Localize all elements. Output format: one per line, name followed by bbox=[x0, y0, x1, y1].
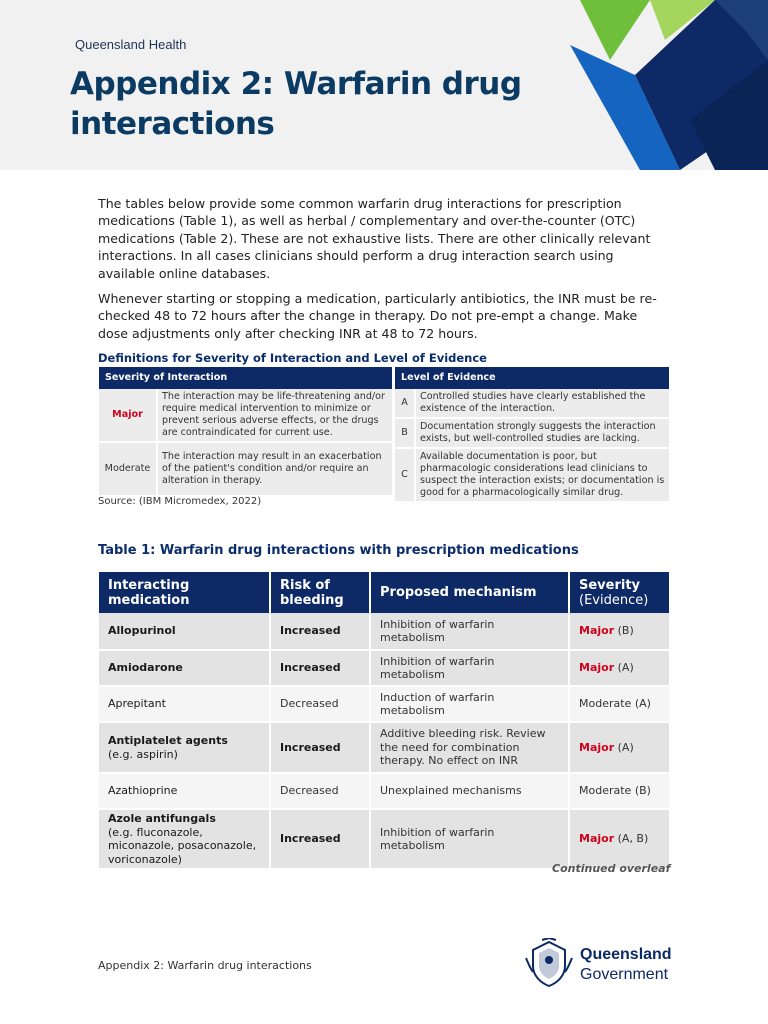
evidence-value: (A) bbox=[634, 697, 651, 711]
evidence-description: Controlled studies have clearly established the existence of the interaction. bbox=[415, 389, 669, 418]
queensland-government-logo bbox=[524, 938, 684, 990]
evidence-value: (B) bbox=[634, 784, 651, 798]
logo-government: Government bbox=[580, 966, 669, 983]
evidence-value: (A, B) bbox=[617, 832, 649, 846]
intro-paragraph-2: Whenever starting or stopping a medication, particularly antibiotics, the INR must be re-checked 48 to 72 hours after the change in therapy. Do not pre-empt a change. Make dose adjustments only after checking INR at 48 to 72 hours. bbox=[98, 291, 657, 341]
severity-value: Major bbox=[579, 661, 615, 675]
evidence-row bbox=[395, 448, 669, 502]
severity-cell bbox=[569, 650, 669, 686]
medication-cell: Aprepitant bbox=[99, 686, 270, 722]
continued-note: Continued overleaf bbox=[552, 862, 671, 875]
mechanism-cell: Inhibition of warfarin metabolism bbox=[370, 809, 569, 869]
organisation-name: Queensland Health bbox=[75, 37, 187, 52]
header-evidence-label: (Evidence) bbox=[579, 592, 649, 608]
risk-cell: Increased bbox=[270, 722, 370, 773]
severity-value: Moderate bbox=[579, 697, 632, 711]
mechanism-cell: Additive bleeding risk. Review the need for combination therapy. No effect on INR bbox=[370, 722, 569, 773]
logo-queensland: Queensland bbox=[580, 946, 672, 963]
severity-label: Moderate bbox=[99, 442, 157, 496]
table1-title: Table 1: Warfarin drug interactions with prescription medications bbox=[98, 543, 579, 558]
mechanism-cell: Inhibition of warfarin metabolism bbox=[370, 613, 569, 650]
mechanism-cell: Unexplained mechanisms bbox=[370, 773, 569, 809]
severity-cell bbox=[569, 613, 669, 650]
evidence-label: B bbox=[395, 418, 415, 448]
header-risk: Risk of bleeding bbox=[270, 572, 370, 613]
footer-text: Appendix 2: Warfarin drug interactions bbox=[98, 959, 312, 972]
medication-name: Azole antifungals bbox=[108, 812, 216, 825]
risk-cell: Decreased bbox=[270, 686, 370, 722]
header-severity bbox=[569, 572, 669, 613]
table-row bbox=[99, 650, 669, 686]
medication-cell: Azathioprine bbox=[99, 773, 270, 809]
interactions-table bbox=[99, 572, 669, 870]
evidence-row bbox=[395, 389, 669, 418]
risk-cell: Increased bbox=[270, 809, 370, 869]
introduction bbox=[98, 195, 670, 342]
source-citation: Source: (IBM Micromedex, 2022) bbox=[98, 496, 262, 507]
severity-cell bbox=[569, 809, 669, 869]
risk-cell: Increased bbox=[270, 650, 370, 686]
medication-cell: Allopurinol bbox=[99, 613, 270, 650]
evidence-label: A bbox=[395, 389, 415, 418]
risk-cell: Decreased bbox=[270, 773, 370, 809]
page-title: Appendix 2: Warfarin drug interactions bbox=[70, 66, 522, 142]
severity-value: Major bbox=[579, 832, 615, 846]
table-row bbox=[99, 686, 669, 722]
evidence-description: Documentation strongly suggests the interaction exists, but well-controlled studies are lacking. bbox=[415, 418, 669, 448]
evidence-description: Available documentation is poor, but pharmacologic considerations lead clinicians to suspect the interaction exists; or documentation is good for a pharmacologically similar drug. bbox=[415, 448, 669, 502]
medication-name: Antiplatelet agents bbox=[108, 734, 228, 747]
table-row bbox=[99, 722, 669, 773]
medication-cell: Amiodarone bbox=[99, 650, 270, 686]
severity-header: Severity of Interaction bbox=[99, 367, 392, 389]
severity-row bbox=[99, 442, 392, 496]
mechanism-cell: Inhibition of warfarin metabolism bbox=[370, 650, 569, 686]
evidence-value: (A) bbox=[617, 740, 634, 754]
severity-cell bbox=[569, 722, 669, 773]
severity-description: The interaction may result in an exacerbation of the patient's condition and/or require an alteration in therapy. bbox=[157, 442, 392, 496]
table-row bbox=[99, 809, 669, 869]
header-severity-label: Severity bbox=[579, 577, 641, 593]
medication-example: (e.g. fluconazole, miconazole, posaconazole, voriconazole) bbox=[108, 825, 257, 866]
evidence-header: Level of Evidence bbox=[395, 367, 669, 389]
crest-icon bbox=[524, 938, 574, 990]
severity-table bbox=[99, 367, 392, 497]
decorative-corner-graphic bbox=[540, 0, 768, 170]
severity-value: Moderate bbox=[579, 784, 632, 798]
evidence-value: (A) bbox=[617, 661, 634, 675]
medication-cell bbox=[99, 809, 270, 869]
header-medication: Interacting medication bbox=[99, 572, 270, 613]
evidence-value: (B) bbox=[617, 624, 634, 638]
evidence-table bbox=[395, 367, 669, 503]
evidence-row bbox=[395, 418, 669, 448]
medication-example: (e.g. aspirin) bbox=[108, 747, 178, 761]
table-header-row bbox=[99, 572, 669, 613]
evidence-label: C bbox=[395, 448, 415, 502]
intro-paragraph-1: The tables below provide some common warfarin drug interactions for prescription medications (Table 1), as well as herbal / complementary and over-the-counter (OTC) medications (Table 2). These are not exhaustive lists. There are other clinically relevant interactions. In all cases clinicians should perform a drug interaction search using available online databases. bbox=[98, 196, 651, 281]
mechanism-cell: Induction of warfarin metabolism bbox=[370, 686, 569, 722]
severity-cell bbox=[569, 686, 669, 722]
table-row bbox=[99, 613, 669, 650]
page-header bbox=[0, 0, 768, 170]
severity-value: Major bbox=[579, 740, 615, 754]
severity-value: Major bbox=[579, 624, 615, 638]
severity-cell bbox=[569, 773, 669, 809]
medication-cell bbox=[99, 722, 270, 773]
risk-cell: Increased bbox=[270, 613, 370, 650]
severity-row bbox=[99, 389, 392, 442]
header-mechanism: Proposed mechanism bbox=[370, 572, 569, 613]
definitions-title: Definitions for Severity of Interaction and Level of Evidence bbox=[98, 351, 487, 365]
severity-label: Major bbox=[99, 389, 157, 442]
severity-description: The interaction may be life-threatening and/or require medical intervention to minimize or prevent serious adverse effects, or the drugs are contraindicated for current use. bbox=[157, 389, 392, 442]
table-row bbox=[99, 773, 669, 809]
